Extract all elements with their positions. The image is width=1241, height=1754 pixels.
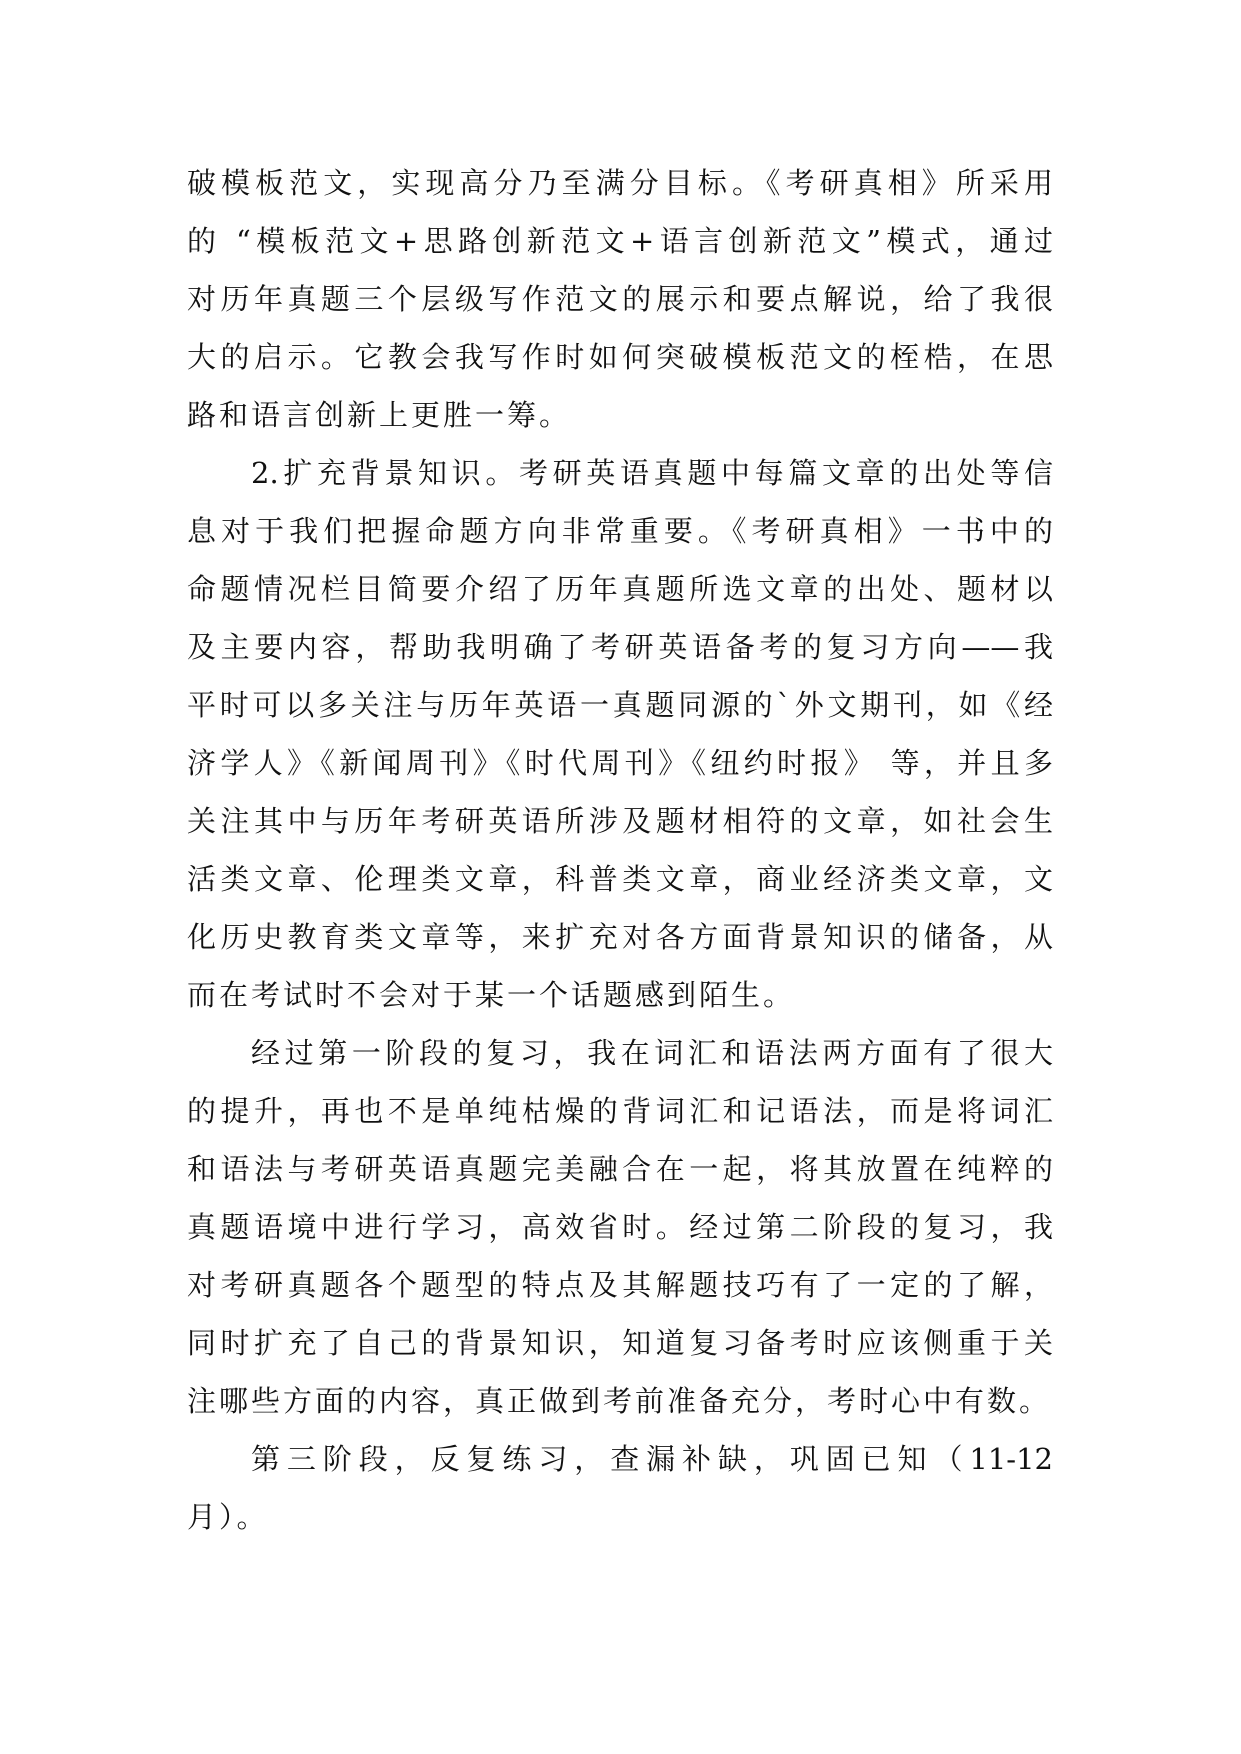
paragraph-line: 对历年真题三个层级写作范文的展示和要点解说，给了我很 xyxy=(187,282,1053,316)
paragraph-line: 月）。 xyxy=(187,1500,269,1534)
paragraph-line: 及主要内容，帮助我明确了考研英语备考的复习方向——我 xyxy=(187,630,1053,664)
paragraph xyxy=(187,154,1053,444)
paragraph-line: 化历史教育类文章等，来扩充对各方面背景知识的储备，从 xyxy=(187,920,1053,954)
paragraph-line: 真题语境中进行学习，高效省时。经过第二阶段的复习，我 xyxy=(187,1210,1053,1244)
paragraph-line: 路和语言创新上更胜一筹。 xyxy=(187,398,572,432)
paragraph-line: 而在考试时不会对于某一个话题感到陌生。 xyxy=(187,978,796,1012)
paragraph-line: 注哪些方面的内容，真正做到考前准备充分，考时心中有数。 xyxy=(187,1384,1052,1418)
paragraph xyxy=(187,444,1053,1024)
paragraph xyxy=(187,1430,1053,1546)
paragraph-line: 破模板范文，实现高分乃至满分目标。《考研真相》所采用 xyxy=(187,166,1053,200)
paragraph-line: 对考研真题各个题型的特点及其解题技巧有了一定的了解， xyxy=(187,1268,1053,1302)
paragraph-line: 经过第一阶段的复习，我在词汇和语法两方面有了很大 xyxy=(251,1036,1053,1070)
paragraph-line: 平时可以多关注与历年英语一真题同源的`外文期刊，如《经 xyxy=(187,688,1053,722)
paragraph-line: 的提升，再也不是单纯枯燥的背词汇和记语法，而是将词汇 xyxy=(187,1094,1053,1128)
paragraph-line: 活类文章、伦理类文章，科普类文章，商业经济类文章，文 xyxy=(187,862,1053,896)
paragraph-line: 关注其中与历年考研英语所涉及题材相符的文章，如社会生 xyxy=(187,804,1053,838)
paragraph-line: 息对于我们把握命题方向非常重要。《考研真相》一书中的 xyxy=(187,514,1053,548)
paragraph xyxy=(187,1024,1053,1430)
paragraph-line: 的 “模板范文+思路创新范文+语言创新范文”模式，通过 xyxy=(187,224,1053,258)
paragraph-line: 济学人》《新闻周刊》《时代周刊》《纽约时报》 等，并且多 xyxy=(187,746,1053,780)
paragraph-line: 和语法与考研英语真题完美融合在一起，将其放置在纯粹的 xyxy=(187,1152,1053,1186)
paragraph-line: 同时扩充了自己的背景知识，知道复习备考时应该侧重于关 xyxy=(187,1326,1053,1360)
paragraph-line: 大的启示。它教会我写作时如何突破模板范文的桎梏，在思 xyxy=(187,340,1053,374)
document-body xyxy=(187,154,1053,1546)
paragraph-line: 第三阶段，反复练习，查漏补缺，巩固已知（11-12 xyxy=(251,1442,1053,1476)
paragraph-line: 命题情况栏目简要介绍了历年真题所选文章的出处、题材以 xyxy=(187,572,1053,606)
paragraph-line: 2.扩充背景知识。考研英语真题中每篇文章的出处等信 xyxy=(251,456,1053,490)
